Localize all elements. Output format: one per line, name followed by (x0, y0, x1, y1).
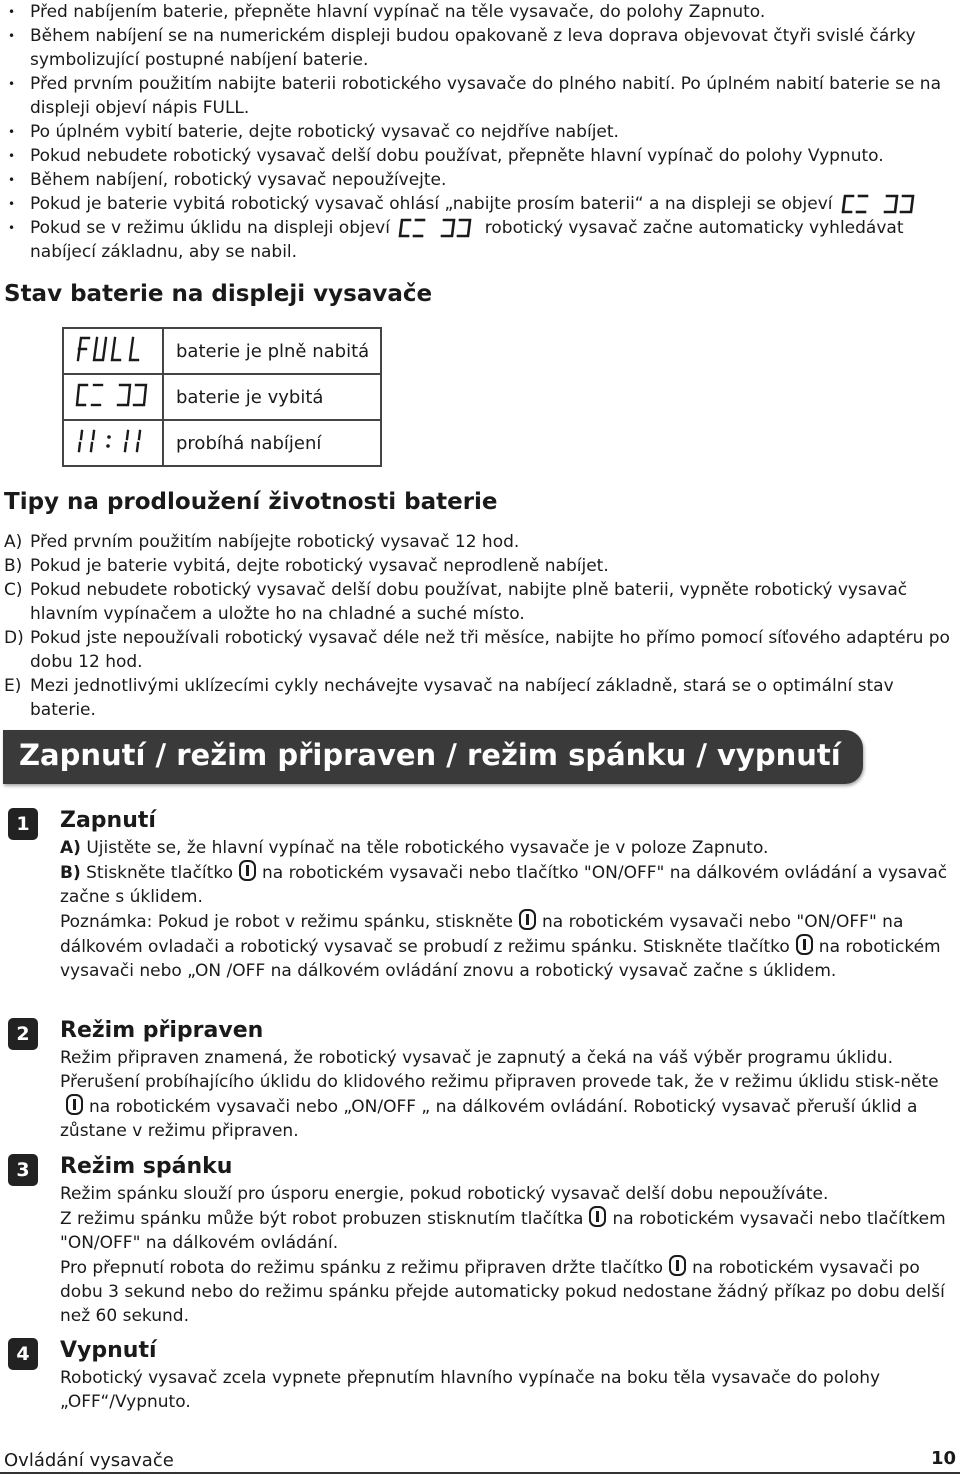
list-item: C) Pokud nebudete robotický vysavač delší dobu používat, nabijte plně baterii, vypněte robotický vysavač hlavním vypínačem a uložte ho na chladné a suché místo. (4, 580, 908, 624)
list-item: • Během nabíjení, robotický vysavač nepoužívejte. (8, 168, 956, 192)
lo-display-icon (398, 217, 476, 239)
footer-label: Ovládání vysavače (4, 1450, 174, 1471)
list-item: • Po úplném vybití baterie, dejte robotický vysavač co nejdříve nabíjet. (8, 120, 956, 144)
power-button-icon (669, 1255, 686, 1276)
step-number: 1 (8, 808, 38, 840)
section-title: Vypnutí (60, 1338, 157, 1363)
section-power-on: 1 Zapnutí A) Ujistěte se, že hlavní vypínač na těle robotického vysavače je v poloze Zapnuto. B) Stiskněte tlačítko na robotickém vysavači nebo tlačítko "ON/OFF" na dálkovém ovládání a vysavač začne s úklidem. Poznámka: Pokud je robot v režimu spánku, stiskněte na robotickém vysavači nebo "ON/OFF" na dálkovém ovladači a robotický vysavač se probudí z režimu spánku. Stiskněte tlačítko na robotickém vysavači nebo „ON /OFF na dálkovém ovládání znovu a robotický vysavač začne s úklidem. (60, 806, 956, 983)
section-title: Režim spánku (60, 1154, 233, 1179)
lo-display-icon (841, 193, 919, 215)
status-icon-cell (63, 328, 163, 374)
list-item: • Před prvním použitím nabijte baterii robotického vysavače do plného nabití. Po úplném nabití baterie se na displeji objeví nápis FULL. (8, 72, 956, 120)
table-row: baterie je plně nabitá (63, 328, 381, 374)
section-title: Režim připraven (60, 1018, 264, 1043)
page-number: 10 (930, 1448, 956, 1469)
list-item: B) Pokud je baterie vybitá, dejte robotický vysavač neprodleně nabíjet. (4, 556, 609, 576)
section-power-off: 4 Vypnutí Robotický vysavač zcela vypnete přepnutím hlavního vypínače na boku těla vysavače do polohy „OFF“/Vypnuto. (60, 1336, 956, 1414)
list-item: • Pokud je baterie vybitá robotický vysavač ohlásí „nabijte prosím baterii“ a na displeji se objeví (8, 192, 956, 216)
tips-list (4, 530, 954, 722)
status-icon-cell (63, 374, 163, 420)
charging-display-icon (74, 427, 152, 455)
step-number: 2 (8, 1018, 38, 1050)
tips-heading: Tipy na prodloužení životnosti baterie (4, 489, 498, 515)
list-item: E) Mezi jednotlivými uklízecími cykly nechávejte vysavač na nabíjecí základně, stará se o optimální stav baterie. (4, 676, 894, 720)
section-title: Zapnutí (60, 808, 156, 833)
section-ready-mode: 2 Režim připraven Režim připraven znamená, že robotický vysavač je zapnutý a čeká na váš výběr programu úklidu. Přerušení probíhajícího úklidu do klidového režimu připraven provede tak, že v režimu úklidu stisk-nětena robotickém vysavači nebo „ON/OFF „ na dálkovém ovládání. Robotický vysavač přeruší úklid a zůstane v režimu připraven. (60, 1016, 956, 1143)
table-row: probíhá nabíjení (63, 420, 381, 466)
full-display-icon (75, 335, 151, 363)
footer-divider (0, 1472, 960, 1474)
power-button-icon (66, 1094, 83, 1115)
lo-display-icon (74, 381, 152, 409)
list-item: A) Před prvním použitím nabíjejte robotický vysavač 12 hod. (4, 532, 520, 552)
list-item: • Během nabíjení se na numerickém displeji budou opakovaně z leva doprava objevovat čtyři svislé čárky symbolizující postupné nabíjení baterie. (8, 24, 956, 72)
step-number: 3 (8, 1154, 38, 1186)
step-number: 4 (8, 1338, 38, 1370)
power-button-icon (519, 909, 536, 930)
section-banner: Zapnutí / režim připraven / režim spánku / vypnutí (3, 730, 863, 784)
list-item: • Pokud nebudete robotický vysavač delší dobu používat, přepněte hlavní vypínač do polohy Vypnuto. (8, 144, 956, 168)
charging-notes-list (8, 0, 956, 264)
status-heading: Stav baterie na displeji vysavače (4, 281, 433, 307)
table-row: baterie je vybitá (63, 374, 381, 420)
battery-status-table (62, 327, 382, 467)
power-button-icon (589, 1206, 606, 1227)
section-sleep-mode: 3 Režim spánku Režim spánku slouží pro úsporu energie, pokud robotický vysavač delší dobu nepoužíváte. Z režimu spánku může být robot probuzen stisknutím tlačítka na robotickém vysavači nebo tlačítkem "ON/OFF" na dálkovém ovládání. Pro přepnutí robota do režimu spánku z režimu připraven držte tlačítko na robotickém vysavači po dobu 3 sekund nebo do režimu spánku přejde automaticky pokud nedostane žádný příkaz po dobu delší než 60 sekund. (60, 1152, 956, 1328)
status-icon-cell (63, 420, 163, 466)
power-button-icon (239, 860, 256, 881)
list-item: • Pokud se v režimu úklidu na displeji objeví robotický vysavač začne automaticky vyhledávat nabíjecí základnu, aby se nabil. (8, 216, 956, 264)
list-item: • Před nabíjením baterie, přepněte hlavní vypínač na těle vysavače, do polohy Zapnuto. (8, 0, 956, 24)
power-button-icon (796, 934, 813, 955)
list-item: D) Pokud jste nepoužívali robotický vysavač déle než tři měsíce, nabijte ho přímo pomocí síťového adaptéru po dobu 12 hod. (4, 628, 950, 672)
